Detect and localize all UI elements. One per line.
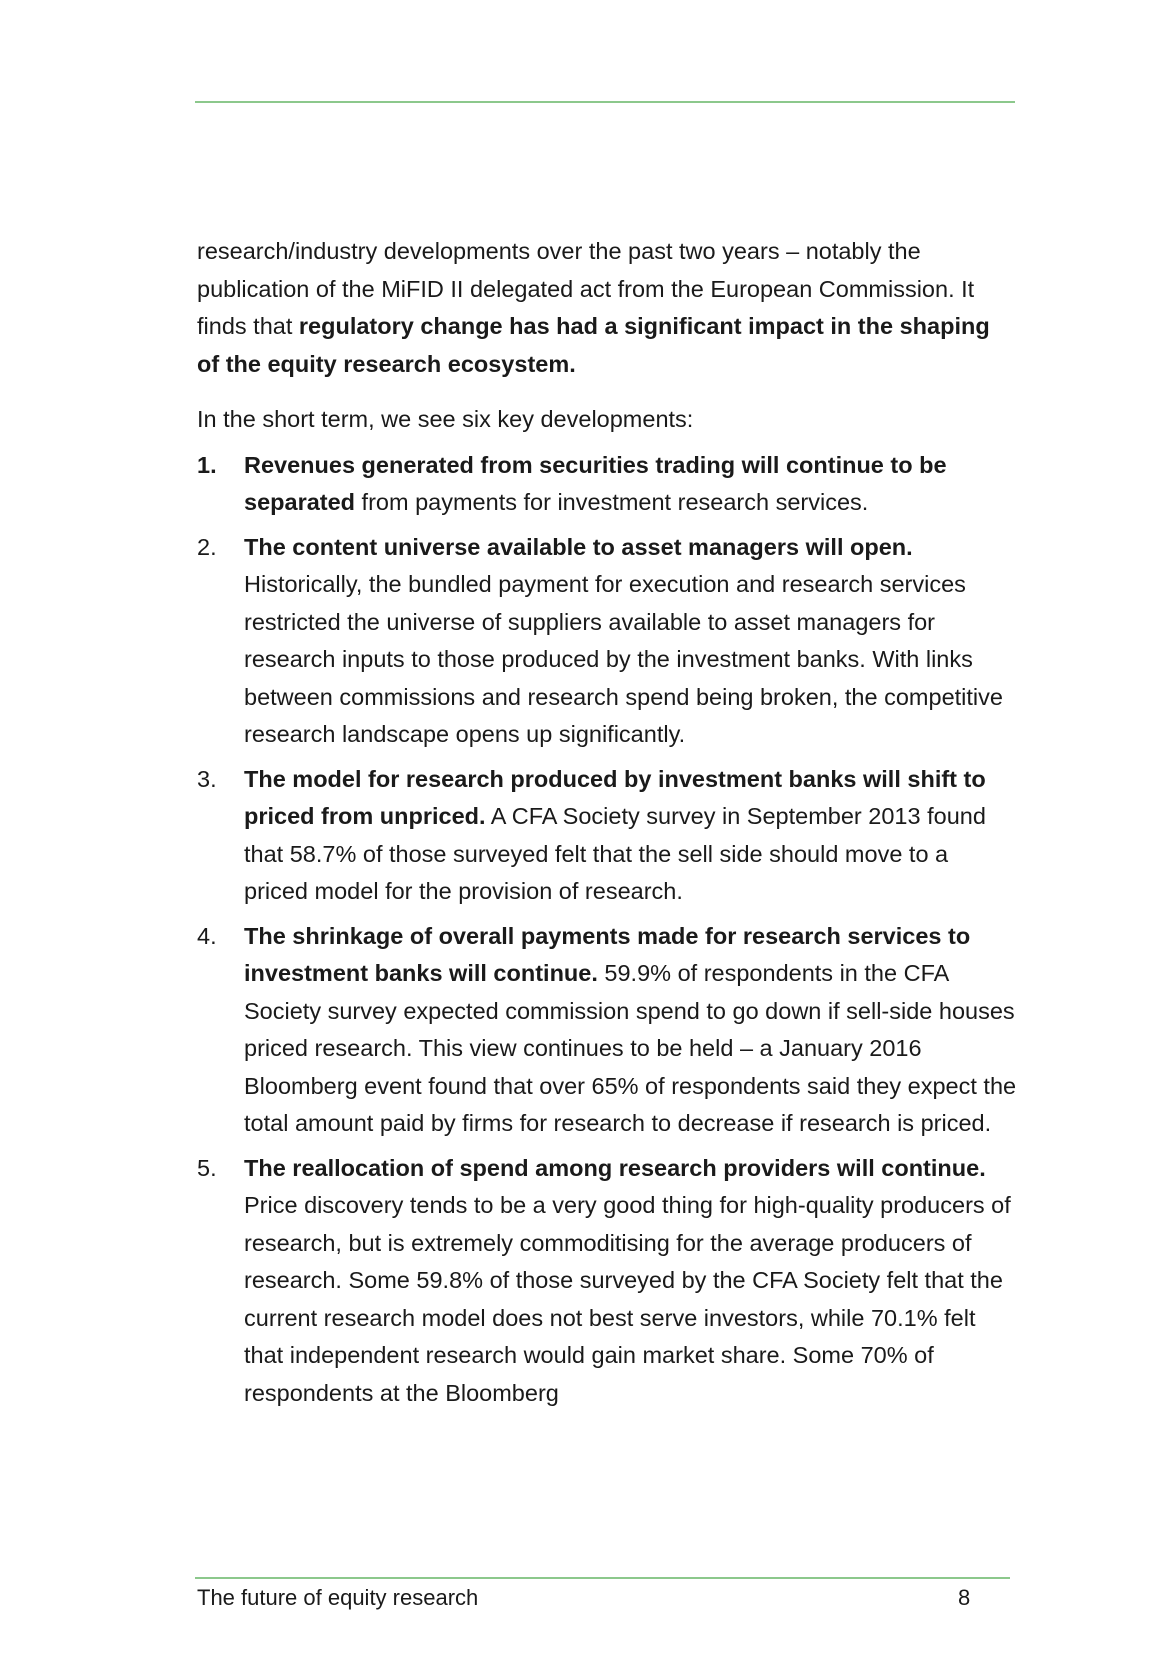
footer-rule (195, 1577, 1010, 1579)
lead-sentence: In the short term, we see six key developments: (197, 406, 694, 432)
intro-paragraph (197, 233, 1017, 383)
list-item-text: from payments for investment research services. (355, 489, 869, 515)
list-item-text: Historically, the bundled payment for execution and research services restricted the universe of suppliers available to asset managers for research inputs to those produced by the investment banks. With links between commissions and research spend being broken, the competitive research landscape opens up significantly. (244, 571, 1003, 747)
footer-title: The future of equity research (197, 1585, 479, 1610)
list-item-bold: The reallocation of spend among research providers will continue. (244, 1154, 986, 1181)
list-item-bold: Revenues generated from securities trading will continue to be separated (244, 451, 947, 515)
list-item-number: 3. (197, 765, 217, 792)
list-item (197, 918, 1017, 1143)
main-content (197, 233, 1017, 1419)
list-item-bold: The content universe available to asset managers will open. (244, 533, 913, 560)
developments-list (197, 447, 1017, 1413)
list-item (197, 447, 1017, 522)
list-item-bold: The model for research produced by investment banks will shift to priced from unpriced. (244, 765, 986, 829)
intro-text: research/industry developments over the past two years – notably the publication of the MiFID II delegated act from the European Commission. It finds that (197, 238, 975, 339)
list-item-number: 1. (197, 451, 217, 478)
list-item-number: 5. (197, 1154, 217, 1181)
list-item (197, 761, 1017, 911)
header-rule (195, 101, 1015, 103)
list-item-number: 4. (197, 922, 217, 949)
page-number: 8 (958, 1585, 971, 1610)
list-item-text: Price discovery tends to be a very good thing for high-quality producers of research, but is extremely commoditising for the average producers of research. Some 59.8% of those surveyed by the CFA Society felt that the current research model does not best serve investors, while 70.1% felt that independent research would gain market share. Some 70% of respondents at the Bloomberg (244, 1192, 1011, 1406)
list-item-text: A CFA Society survey in September 2013 found that 58.7% of those surveyed felt that the sell side should move to a priced model for the provision of research. (244, 803, 986, 904)
list-item (197, 1150, 1017, 1413)
list-item-bold: The shrinkage of overall payments made for research services to investment banks will continue. (244, 922, 971, 986)
list-item-text: 59.9% of respondents in the CFA Society survey expected commission spend to go down if sell-side houses priced research. This view continues to be held – a January 2016 Bloomberg event found that over 65% of respondents said they expect the total amount paid by firms for research to decrease if research is priced. (244, 960, 1017, 1136)
list-item-number: 2. (197, 533, 217, 560)
list-item (197, 529, 1017, 754)
intro-bold-text: regulatory change has had a significant impact in the shaping of the equity research ecosystem. (197, 313, 990, 377)
